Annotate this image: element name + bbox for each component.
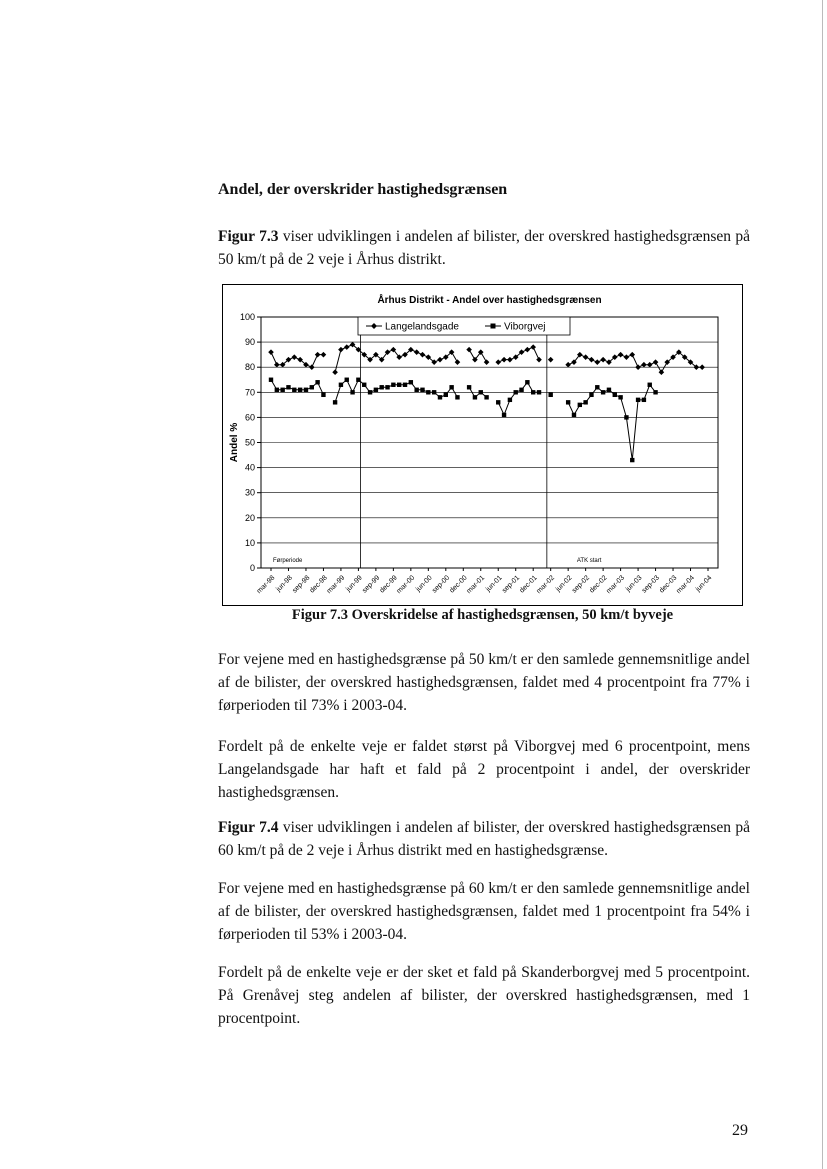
data-point-viborgvej: [432, 390, 436, 394]
data-point-viborgvej: [531, 390, 535, 394]
data-point-langelandsgade: [501, 357, 507, 363]
data-point-viborgvej: [275, 388, 279, 392]
data-point-viborgvej: [269, 378, 273, 382]
data-point-langelandsgade: [618, 352, 624, 358]
y-tick-label: 10: [244, 537, 255, 548]
data-point-langelandsgade: [624, 354, 630, 360]
x-tick-label: mar-01: [465, 574, 487, 596]
paragraph-1-text: viser udviklingen i andelen af bilister, der overskred hastighedsgrænsen på 50 km/t på de 2 veje i Århus distrikt.: [218, 228, 750, 268]
paragraph-5: For vejene med en hastighedsgrænse på 60 km/t er den samlede gennemsnitlige andel af de bilister, der overskred hastighedsgrænsen, faldet med 1 procentpoint fra 54% i førperioden til 53% i 2003-04.: [218, 880, 750, 943]
data-point-viborgvej: [583, 400, 587, 404]
x-tick-label: jun-02: [554, 574, 574, 594]
data-point-langelandsgade: [309, 364, 315, 370]
x-tick-label: dec-00: [448, 574, 469, 595]
data-point-viborgvej: [624, 415, 628, 419]
data-point-viborgvej: [642, 398, 646, 402]
data-point-viborgvej: [286, 385, 290, 389]
x-tick-label: sep-03: [640, 574, 661, 595]
figure-caption: Figur 7.3 Overskridelse af hastighedsgrænsen, 50 km/t byveje: [291, 607, 674, 623]
data-point-langelandsgade: [530, 344, 536, 350]
data-point-langelandsgade: [600, 357, 606, 363]
x-tick-label: sep-98: [291, 574, 312, 595]
data-point-viborgvej: [496, 400, 500, 404]
data-point-viborgvej: [292, 388, 296, 392]
x-tick-label: dec-98: [308, 574, 329, 595]
data-point-viborgvej: [548, 393, 552, 397]
data-point-viborgvej: [374, 388, 378, 392]
data-point-langelandsgade: [315, 352, 321, 358]
paragraph-6: Fordelt på de enkelte veje er der sket et fald på Skanderborgvej med 5 procentpoint. På Grenåvej steg andelen af bilister, der overskred hastighedsgrænsen, med 1 procentpoint.: [218, 964, 750, 1027]
data-point-langelandsgade: [321, 352, 327, 358]
paragraph-1: [218, 225, 750, 271]
data-point-viborgvej: [304, 388, 308, 392]
data-point-viborgvej: [508, 398, 512, 402]
data-point-langelandsgade: [565, 362, 571, 368]
x-tick-label: jun-00: [415, 574, 434, 594]
data-point-viborgvej: [315, 380, 319, 384]
data-point-langelandsgade: [455, 359, 461, 365]
data-point-langelandsgade: [653, 359, 659, 365]
page-edge-line: [822, 0, 823, 1169]
x-tick-label: jun-04: [694, 574, 714, 594]
y-axis-label: Andel %: [229, 422, 240, 463]
data-point-viborgvej: [380, 385, 384, 389]
paragraph-4: [218, 816, 750, 862]
x-tick-label: jun-98: [275, 574, 294, 594]
y-tick-label: 100: [239, 312, 255, 322]
data-point-langelandsgade: [332, 369, 338, 375]
data-point-viborgvej: [467, 385, 471, 389]
legend-label: Langelandsgade: [385, 321, 459, 333]
data-point-langelandsgade: [495, 359, 501, 365]
data-point-viborgvej: [595, 385, 599, 389]
data-point-langelandsgade: [536, 357, 542, 363]
data-point-viborgvej: [414, 388, 418, 392]
data-point-langelandsgade: [594, 359, 600, 365]
x-tick-label: jun-01: [484, 574, 504, 594]
x-tick-label: mar-00: [395, 574, 417, 596]
data-point-langelandsgade: [699, 364, 705, 370]
data-point-langelandsgade: [420, 352, 426, 358]
x-tick-label: dec-01: [518, 574, 539, 595]
x-tick-label: mar-98: [255, 574, 277, 596]
page-number: 29: [732, 1122, 748, 1139]
data-point-langelandsgade: [641, 362, 647, 368]
data-point-viborgvej: [514, 390, 518, 394]
data-point-viborgvej: [473, 395, 477, 399]
x-tick-label: dec-03: [658, 574, 679, 595]
data-point-viborgvej: [502, 413, 506, 417]
paragraph-4-text: viser udviklingen i andelen af bilister, der overskred hastighedsgrænsen på 60 km/t på de 2 veje i Århus distrikt med en hastighedsgrænse.: [218, 819, 750, 859]
data-point-langelandsgade: [268, 349, 274, 355]
data-point-viborgvej: [589, 393, 593, 397]
y-tick-label: 30: [244, 487, 255, 498]
data-point-langelandsgade: [589, 357, 595, 363]
data-point-viborgvej: [613, 393, 617, 397]
data-point-langelandsgade: [466, 347, 472, 353]
data-point-viborgvej: [455, 395, 459, 399]
data-point-langelandsgade: [659, 369, 665, 375]
data-point-viborgvej: [479, 390, 483, 394]
data-point-langelandsgade: [292, 354, 298, 360]
data-point-viborgvej: [438, 395, 442, 399]
data-point-viborgvej: [409, 380, 413, 384]
paragraph-2: For vejene med en hastighedsgrænse på 50 km/t er den samlede gennemsnitlige andel af de bilister, der overskred hastighedsgrænsen, faldet med 4 procentpoint fra 77% i førperioden til 73% i 2003-04.: [218, 651, 750, 714]
x-tick-label: sep-01: [501, 574, 522, 595]
data-point-viborgvej: [321, 393, 325, 397]
x-tick-label: mar-04: [675, 574, 696, 596]
series-line-langelandsgade: [469, 350, 486, 363]
data-point-langelandsgade: [437, 357, 443, 363]
data-point-viborgvej: [525, 380, 529, 384]
data-point-langelandsgade: [414, 349, 420, 355]
x-tick-label: jun-99: [345, 574, 364, 594]
y-tick-label: 0: [249, 563, 255, 573]
series-line-viborgvej: [568, 385, 655, 460]
x-tick-label: mar-99: [325, 574, 347, 596]
data-point-viborgvej: [444, 393, 448, 397]
data-point-viborgvej: [636, 398, 640, 402]
x-tick-label: mar-03: [605, 574, 627, 596]
y-tick-label: 70: [244, 387, 255, 398]
x-tick-label: dec-02: [588, 574, 609, 595]
data-point-viborgvej: [350, 390, 354, 394]
x-tick-label: dec-99: [378, 574, 399, 595]
data-point-langelandsgade: [583, 354, 589, 360]
y-tick-label: 50: [244, 437, 255, 448]
annotation-label: Førperiode: [273, 558, 303, 564]
chart-title: Århus Distrikt - Andel over hastighedsgrænsen: [377, 295, 602, 306]
data-point-viborgvej: [601, 390, 605, 394]
data-point-viborgvej: [630, 458, 634, 462]
data-point-viborgvej: [333, 400, 337, 404]
x-tick-label: sep-99: [361, 574, 382, 595]
data-point-viborgvej: [356, 378, 360, 382]
data-point-viborgvej: [537, 390, 541, 394]
data-point-langelandsgade: [635, 364, 641, 370]
x-tick-label: jun-03: [624, 574, 644, 594]
legend-label: Viborgvej: [504, 321, 546, 333]
y-tick-label: 90: [244, 337, 255, 348]
chart-frame: [222, 284, 743, 606]
figure-ref: Figur 7.4: [218, 819, 279, 836]
data-point-langelandsgade: [274, 362, 280, 368]
y-tick-label: 80: [244, 362, 255, 373]
x-tick-label: sep-02: [570, 574, 592, 595]
data-point-viborgvej: [339, 383, 343, 387]
y-tick-label: 40: [244, 462, 255, 473]
data-point-viborgvej: [280, 388, 284, 392]
data-point-langelandsgade: [338, 347, 344, 353]
data-point-viborgvej: [607, 388, 611, 392]
data-point-viborgvej: [420, 388, 424, 392]
data-point-viborgvej: [403, 383, 407, 387]
data-point-langelandsgade: [344, 344, 350, 350]
data-point-langelandsgade: [647, 362, 653, 368]
data-point-viborgvej: [391, 383, 395, 387]
data-point-viborgvej: [385, 385, 389, 389]
data-point-langelandsgade: [484, 359, 490, 365]
x-tick-label: sep-00: [431, 574, 452, 595]
data-point-viborgvej: [298, 388, 302, 392]
data-point-viborgvej: [566, 400, 570, 404]
chart-svg: [223, 285, 742, 605]
data-point-viborgvej: [449, 385, 453, 389]
data-point-viborgvej: [653, 390, 657, 394]
y-tick-label: 20: [244, 512, 255, 523]
series-line-langelandsgade: [568, 352, 702, 372]
x-tick-label: mar-02: [535, 574, 557, 596]
data-point-viborgvej: [578, 403, 582, 407]
annotation-label: ATK start: [576, 558, 602, 564]
data-point-langelandsgade: [548, 357, 554, 363]
legend-marker: [491, 324, 496, 329]
data-point-viborgvej: [648, 383, 652, 387]
data-point-viborgvej: [618, 395, 622, 399]
data-point-viborgvej: [368, 390, 372, 394]
data-point-viborgvej: [484, 395, 488, 399]
paragraph-3: Fordelt på de enkelte veje er faldet størst på Viborgvej med 6 procentpoint, mens Langelandsgade har haft et fald på 2 procentpoint i andel, der overskrider hastighedsgrænsen.: [218, 738, 750, 801]
data-point-viborgvej: [345, 378, 349, 382]
data-point-viborgvej: [426, 390, 430, 394]
y-tick-label: 60: [244, 412, 255, 423]
data-point-viborgvej: [310, 385, 314, 389]
data-point-langelandsgade: [629, 352, 635, 358]
figure-ref: Figur 7.3: [218, 228, 279, 245]
data-point-viborgvej: [519, 388, 523, 392]
data-point-viborgvej: [362, 383, 366, 387]
section-heading: Andel, der overskrider hastighedsgrænsen: [218, 181, 508, 198]
data-point-langelandsgade: [525, 347, 531, 353]
data-point-langelandsgade: [507, 357, 513, 363]
data-point-viborgvej: [572, 413, 576, 417]
series-line-viborgvej: [498, 382, 539, 415]
data-point-viborgvej: [397, 383, 401, 387]
